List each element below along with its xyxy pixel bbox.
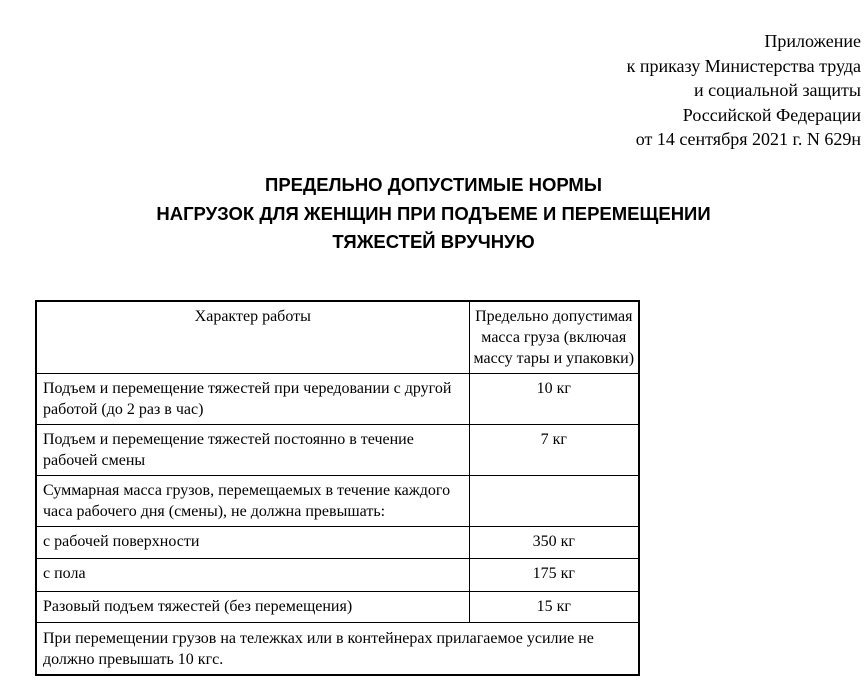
- appendix-line: Приложение: [764, 31, 861, 51]
- load-norms-table: [35, 300, 640, 676]
- mass-cell: 175 кг: [469, 559, 639, 592]
- title-line: НАГРУЗОК ДЛЯ ЖЕНЩИН ПРИ ПОДЪЕМЕ И ПЕРЕМЕЩЕНИИ: [156, 202, 711, 224]
- work-cell: с пола: [36, 559, 469, 592]
- table-row: [36, 374, 639, 425]
- appendix-line: и социальной защиты: [693, 80, 861, 100]
- title-line: ТЯЖЕСТЕЙ ВРУЧНУЮ: [332, 231, 535, 252]
- work-cell: Суммарная масса грузов, перемещаемых в течение каждого часа рабочего дня (смены), не должна превышать:: [36, 476, 469, 527]
- work-cell: Подъем и перемещение тяжестей при чередовании с другой работой (до 2 раз в час): [36, 374, 469, 425]
- work-cell: Подъем и перемещение тяжестей постоянно в течение рабочей смены: [36, 425, 469, 476]
- appendix-line: от 14 сентября 2021 г. N 629н: [635, 129, 861, 149]
- column-header-work: Характер работы: [36, 301, 469, 374]
- title-line: ПРЕДЕЛЬНО ДОПУСТИМЫЕ НОРМЫ: [265, 174, 602, 195]
- mass-cell: 7 кг: [469, 425, 639, 476]
- appendix-line: Российской Федерации: [682, 104, 861, 125]
- mass-cell: [469, 476, 639, 527]
- table-row: [36, 476, 639, 527]
- table-header-row: [36, 301, 639, 374]
- table-footer-row: [36, 623, 639, 676]
- table-row: [36, 559, 639, 592]
- appendix-reference: [627, 29, 861, 152]
- appendix-line: к приказу Министерства труда: [626, 55, 861, 76]
- document-title: [0, 171, 867, 257]
- footer-note-cell: При перемещении грузов на тележках или в контейнерах прилагаемое усилие не должно превышать 10 кгс.: [36, 623, 639, 676]
- work-cell: Разовый подъем тяжестей (без перемещения): [36, 592, 469, 623]
- table-row: [36, 425, 639, 476]
- mass-cell: 15 кг: [469, 592, 639, 623]
- table-row: [36, 592, 639, 623]
- mass-cell: 10 кг: [469, 374, 639, 425]
- mass-cell: 350 кг: [469, 527, 639, 559]
- column-header-mass: Предельно допустимая масса груза (включая массу тары и упаковки): [469, 301, 639, 374]
- work-cell: с рабочей поверхности: [36, 527, 469, 559]
- table-row: [36, 527, 639, 559]
